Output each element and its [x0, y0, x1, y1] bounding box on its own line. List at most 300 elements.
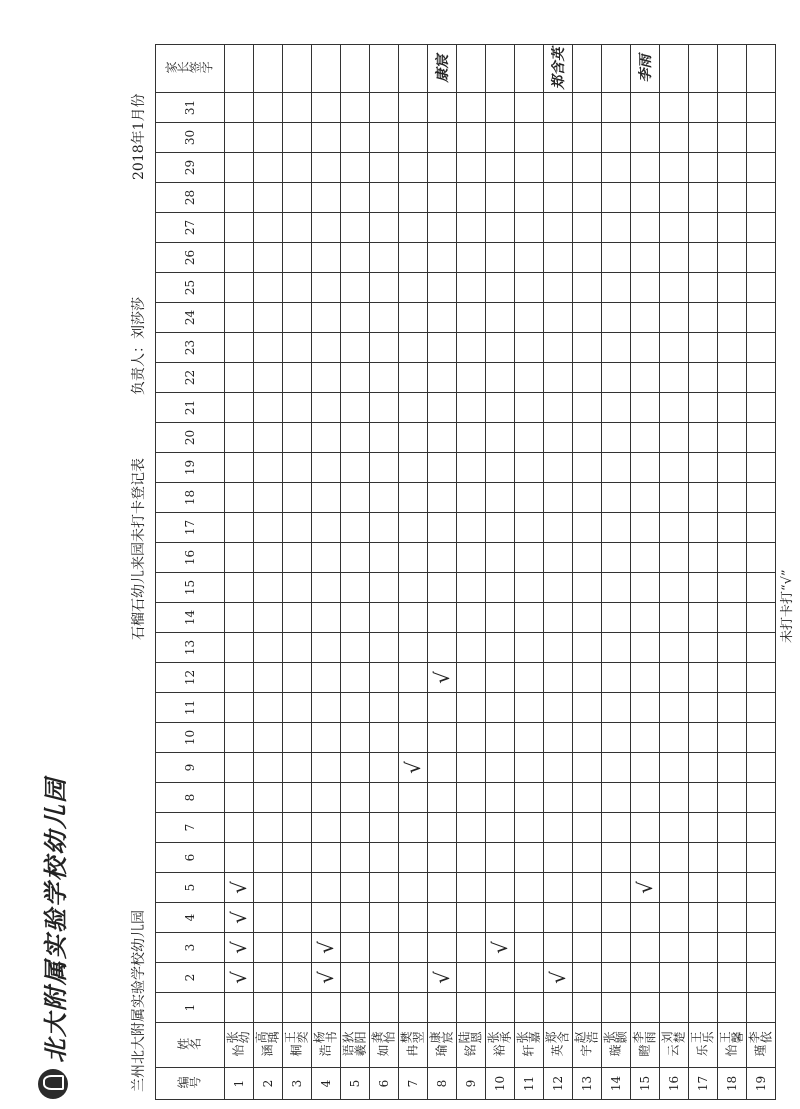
day-cell: [486, 873, 515, 903]
day-cell: [573, 873, 602, 903]
day-cell: [573, 543, 602, 573]
day-cell: [370, 243, 399, 273]
day-cell: [602, 843, 631, 873]
day-cell: [225, 693, 254, 723]
child-name: [283, 1023, 312, 1068]
day-header-label: 23: [183, 339, 197, 356]
day-cell: [283, 843, 312, 873]
day-cell: [399, 513, 428, 543]
day-cell: [747, 663, 776, 693]
day-header-label: 19: [183, 459, 197, 476]
day-header-label: 6: [183, 853, 197, 862]
day-cell: [399, 483, 428, 513]
day-cell: [457, 213, 486, 243]
name-header-label: 姓名: [176, 1037, 201, 1052]
day-cell: [254, 933, 283, 963]
day-cell: [718, 663, 747, 693]
table-row: [370, 45, 399, 1100]
day-cell: [225, 543, 254, 573]
day-cell: [689, 573, 718, 603]
child-name: [399, 1023, 428, 1068]
day-header-label: 15: [183, 579, 197, 596]
day-cell: [312, 93, 341, 123]
day-cell: [689, 333, 718, 363]
day-cell: [544, 783, 573, 813]
day-cell: [544, 813, 573, 843]
parent-signature: [631, 45, 660, 93]
row-number: 7: [399, 1068, 428, 1100]
day-cell: [399, 213, 428, 243]
signature-text: 郑含英: [551, 47, 567, 90]
table-row: [660, 45, 689, 1100]
day-cell: [283, 693, 312, 723]
day-cell: [718, 483, 747, 513]
day-cell: [602, 513, 631, 543]
day-header-label: 9: [183, 763, 197, 772]
day-cell: [602, 153, 631, 183]
child-name-text: 狄阳语羲: [341, 1030, 366, 1058]
day-cell: [341, 453, 370, 483]
day-cell: [428, 813, 457, 843]
day-cell: [689, 933, 718, 963]
child-name: [631, 1023, 660, 1068]
day-cell: [312, 573, 341, 603]
day-cell: [718, 93, 747, 123]
day-cell: [631, 513, 660, 543]
child-name-text: 王奕桐: [283, 1030, 308, 1058]
day-cell: [225, 573, 254, 603]
day-cell: [254, 753, 283, 783]
day-cell: [254, 273, 283, 303]
day-cell: [254, 213, 283, 243]
school-logo: [33, 777, 73, 1099]
day-cell: [486, 153, 515, 183]
day-cell: [341, 963, 370, 993]
day-cell: [225, 873, 254, 903]
day-cell: [312, 123, 341, 153]
day-cell: [399, 813, 428, 843]
day-cell: [747, 393, 776, 423]
day-cell: [486, 393, 515, 423]
day-cell: [573, 93, 602, 123]
day-header: [156, 213, 225, 243]
day-cell: [370, 873, 399, 903]
row-number: 4: [312, 1068, 341, 1100]
day-cell: [573, 663, 602, 693]
day-cell: [602, 453, 631, 483]
day-cell: [631, 723, 660, 753]
day-cell: [399, 93, 428, 123]
row-number: 11: [515, 1068, 544, 1100]
day-cell: [457, 873, 486, 903]
day-cell: [428, 993, 457, 1023]
parent-signature: [660, 45, 689, 93]
day-cell: [631, 123, 660, 153]
day-header-label: 21: [183, 399, 197, 416]
day-cell: [747, 873, 776, 903]
day-cell: [399, 363, 428, 393]
day-cell: [747, 633, 776, 663]
day-cell: [573, 573, 602, 603]
day-header-label: 10: [183, 729, 197, 746]
day-header: [156, 453, 225, 483]
day-cell: [399, 273, 428, 303]
day-cell: [689, 153, 718, 183]
day-cell: [660, 333, 689, 363]
day-cell: [486, 213, 515, 243]
day-cell: [573, 903, 602, 933]
day-header: [156, 123, 225, 153]
day-cell: [283, 423, 312, 453]
day-cell: [428, 513, 457, 543]
day-cell: [602, 273, 631, 303]
day-cell: [428, 483, 457, 513]
day-cell: [486, 633, 515, 663]
day-cell: [689, 303, 718, 333]
day-cell: [457, 903, 486, 933]
day-cell: [341, 843, 370, 873]
day-cell: [486, 933, 515, 963]
day-cell: [341, 333, 370, 363]
day-cell: [486, 573, 515, 603]
child-name-text: 王乐乐: [689, 1030, 714, 1058]
day-cell: [747, 933, 776, 963]
table-row: [341, 45, 370, 1100]
day-cell: [602, 633, 631, 663]
day-cell: [341, 423, 370, 453]
check-mark: √: [401, 761, 425, 774]
day-header: [156, 963, 225, 993]
day-cell: [486, 123, 515, 153]
logo-emblem-icon: [38, 1069, 68, 1099]
day-cell: [457, 363, 486, 393]
day-cell: [718, 753, 747, 783]
day-cell: [341, 543, 370, 573]
child-name-text: 刘楚云: [660, 1030, 685, 1058]
row-number: 5: [341, 1068, 370, 1100]
school-name: 兰州北大附属实验学校幼儿园: [131, 910, 147, 1092]
day-header: [156, 783, 225, 813]
day-cell: [399, 123, 428, 153]
day-header: [156, 513, 225, 543]
day-cell: [486, 783, 515, 813]
day-cell: [544, 903, 573, 933]
table-row: [515, 45, 544, 1100]
day-cell: [341, 213, 370, 243]
day-cell: [602, 783, 631, 813]
day-cell: [718, 603, 747, 633]
day-cell: [486, 423, 515, 453]
day-cell: [689, 693, 718, 723]
day-cell: [254, 543, 283, 573]
day-header-label: 28: [183, 189, 197, 206]
day-cell: [399, 723, 428, 753]
day-cell: [747, 513, 776, 543]
parent-signature: [747, 45, 776, 93]
day-cell: [254, 483, 283, 513]
day-cell: [457, 303, 486, 333]
day-cell: [573, 123, 602, 153]
parent-signature: [225, 45, 254, 93]
day-cell: [747, 183, 776, 213]
table-row: [747, 45, 776, 1100]
day-cell: [631, 663, 660, 693]
check-mark: √: [227, 911, 251, 924]
day-cell: [515, 183, 544, 213]
day-cell: [689, 753, 718, 783]
child-name: [718, 1023, 747, 1068]
day-cell: [660, 933, 689, 963]
day-cell: [573, 483, 602, 513]
day-cell: [486, 753, 515, 783]
day-cell: [660, 513, 689, 543]
check-mark: √: [546, 971, 570, 984]
day-cell: [428, 573, 457, 603]
day-cell: [573, 723, 602, 753]
table-row: [718, 45, 747, 1100]
day-cell: [544, 243, 573, 273]
day-header: [156, 183, 225, 213]
day-cell: [689, 663, 718, 693]
day-cell: [399, 633, 428, 663]
day-cell: [457, 723, 486, 753]
day-cell: [457, 813, 486, 843]
day-cell: [660, 813, 689, 843]
day-cell: [486, 273, 515, 303]
day-cell: [573, 153, 602, 183]
day-cell: [370, 273, 399, 303]
day-cell: [660, 633, 689, 663]
day-cell: [370, 753, 399, 783]
day-cell: [718, 933, 747, 963]
day-cell: [718, 453, 747, 483]
day-header: [156, 333, 225, 363]
day-cell: [399, 543, 428, 573]
day-cell: [660, 843, 689, 873]
day-cell: [370, 573, 399, 603]
day-header: [156, 93, 225, 123]
day-cell: [341, 513, 370, 543]
day-header: [156, 573, 225, 603]
day-cell: [254, 393, 283, 423]
day-cell: [225, 363, 254, 393]
check-mark: √: [227, 881, 251, 894]
day-cell: [602, 903, 631, 933]
day-cell: [254, 153, 283, 183]
day-cell: [602, 483, 631, 513]
day-cell: [486, 303, 515, 333]
check-mark: √: [227, 971, 251, 984]
day-cell: [689, 513, 718, 543]
day-cell: [747, 423, 776, 453]
day-cell: [428, 783, 457, 813]
day-cell: [399, 933, 428, 963]
day-cell: [399, 573, 428, 603]
day-cell: [747, 273, 776, 303]
day-cell: [225, 213, 254, 243]
day-cell: [399, 243, 428, 273]
check-mark: √: [430, 671, 454, 684]
day-cell: [718, 873, 747, 903]
day-cell: [399, 333, 428, 363]
day-cell: [341, 243, 370, 273]
day-cell: [631, 333, 660, 363]
child-name: [573, 1023, 602, 1068]
day-cell: [428, 873, 457, 903]
day-cell: [370, 543, 399, 573]
day-cell: [457, 843, 486, 873]
parent-signature: [689, 45, 718, 93]
day-cell: [631, 963, 660, 993]
day-cell: [689, 843, 718, 873]
day-cell: [718, 393, 747, 423]
day-cell: [283, 723, 312, 753]
child-name: [428, 1023, 457, 1068]
child-name-text: 王馨怡: [718, 1030, 743, 1058]
day-cell: [312, 843, 341, 873]
day-cell: [631, 363, 660, 393]
day-cell: [370, 303, 399, 333]
day-cell: [544, 573, 573, 603]
day-cell: [515, 993, 544, 1023]
day-cell: [312, 963, 341, 993]
day-cell: [631, 183, 660, 213]
day-header: [156, 873, 225, 903]
day-cell: [660, 393, 689, 423]
day-cell: [225, 453, 254, 483]
table-row: [399, 45, 428, 1100]
day-cell: [689, 213, 718, 243]
day-cell: [718, 573, 747, 603]
day-cell: [660, 183, 689, 213]
day-cell: [370, 933, 399, 963]
day-cell: [486, 963, 515, 993]
day-cell: [399, 903, 428, 933]
day-cell: [370, 993, 399, 1023]
day-cell: [312, 153, 341, 183]
check-mark: √: [314, 971, 338, 984]
day-cell: [573, 393, 602, 423]
day-header: [156, 423, 225, 453]
day-cell: [660, 453, 689, 483]
child-name: [544, 1023, 573, 1068]
day-cell: [486, 663, 515, 693]
day-cell: [544, 423, 573, 453]
day-cell: [457, 633, 486, 663]
day-cell: [486, 243, 515, 273]
day-cell: [457, 993, 486, 1023]
day-cell: [544, 843, 573, 873]
day-cell: [486, 993, 515, 1023]
table-row: [254, 45, 283, 1100]
day-cell: [631, 213, 660, 243]
day-cell: [225, 633, 254, 663]
day-cell: [399, 783, 428, 813]
day-cell: [689, 903, 718, 933]
day-cell: [631, 933, 660, 963]
child-name-text: 龚怡如: [370, 1030, 395, 1058]
day-cell: [312, 693, 341, 723]
day-header: [156, 483, 225, 513]
day-cell: [341, 393, 370, 423]
day-cell: [660, 363, 689, 393]
parent-signature: [544, 45, 573, 93]
day-cell: [312, 513, 341, 543]
day-cell: [283, 483, 312, 513]
day-cell: [747, 903, 776, 933]
day-cell: [718, 423, 747, 453]
day-cell: [341, 93, 370, 123]
day-cell: [689, 723, 718, 753]
day-cell: [602, 543, 631, 573]
day-cell: [457, 333, 486, 363]
day-cell: [544, 273, 573, 303]
day-header: [156, 633, 225, 663]
day-cell: [747, 243, 776, 273]
day-cell: [544, 213, 573, 243]
day-cell: [399, 963, 428, 993]
day-cell: [457, 603, 486, 633]
parent-signature: [573, 45, 602, 93]
day-cell: [631, 453, 660, 483]
day-cell: [544, 663, 573, 693]
day-cell: [602, 333, 631, 363]
day-cell: [689, 243, 718, 273]
child-name-text: 高瑀涵: [254, 1030, 279, 1058]
day-cell: [660, 153, 689, 183]
day-cell: [457, 693, 486, 723]
day-cell: [486, 843, 515, 873]
day-cell: [254, 243, 283, 273]
table-row: [283, 45, 312, 1100]
day-cell: [370, 663, 399, 693]
day-cell: [341, 693, 370, 723]
day-cell: [747, 783, 776, 813]
day-cell: [341, 783, 370, 813]
day-cell: [457, 963, 486, 993]
parent-signature: [399, 45, 428, 93]
day-cell: [370, 633, 399, 663]
day-cell: [573, 243, 602, 273]
day-header: [156, 693, 225, 723]
day-cell: [573, 993, 602, 1023]
child-name: [370, 1023, 399, 1068]
day-cell: [602, 873, 631, 903]
day-cell: [254, 333, 283, 363]
day-cell: [515, 423, 544, 453]
day-cell: [370, 423, 399, 453]
day-cell: [283, 153, 312, 183]
day-header: [156, 543, 225, 573]
day-cell: [283, 663, 312, 693]
day-cell: [399, 183, 428, 213]
day-header: [156, 903, 225, 933]
day-cell: [631, 903, 660, 933]
day-cell: [283, 123, 312, 153]
day-cell: [747, 603, 776, 633]
day-cell: [225, 663, 254, 693]
day-cell: [312, 273, 341, 303]
day-header: [156, 813, 225, 843]
day-cell: [660, 243, 689, 273]
day-cell: [544, 933, 573, 963]
day-cell: [370, 603, 399, 633]
day-cell: [457, 153, 486, 183]
signature-text: 康宸: [435, 54, 451, 83]
day-cell: [573, 423, 602, 453]
day-cell: [312, 723, 341, 753]
day-cell: [312, 333, 341, 363]
